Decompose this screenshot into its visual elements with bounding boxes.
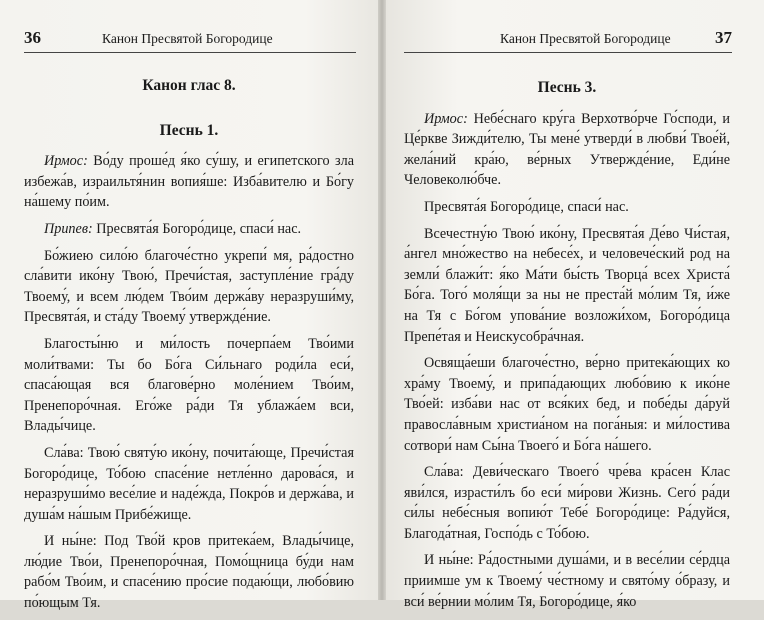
paragraph-text: Сла́ва: Твою́ святу́ю ико́ну, почита́юще, Пречи́стая Богоро́дице, То́бою спасе́ние нетле́нно дарова́ся, и неразруши́мо весе́лие и наде́жда, Покро́в и держа́ва, и душа́м на́шым Прибе́жище. [24,444,354,523]
troparion-paragraph [404,224,730,348]
paragraph-text: Во́ду проше́д я́ко су́шу, и египетского зла избежа́в, израильтя́нин вопия́ше: Изба́вителю и Бо́гу на́шему по́им. [24,153,354,211]
paragraph-text: И ны́не: Ра́достными душа́ми, и в весе́лии се́рдца приимше ум к Твоему́ че́стному и свято́му о́бразу, и вси́ ве́рнии мо́лим Тя, Богоро́дице, я́ко [404,552,730,610]
paragraph-text: Всечестну́ю Твою́ ико́ну, Пресвята́я Де́во Чи́стая, а́нгел мно́жество на небесе́х, и человече́ский род на земли́ блажи́т: я́ко Ма́ти бы́сть Творца́ всех Христа́ Бо́га. Того́ моля́щи за ны не преста́й мо́лим Тя, и́же на Тя с Бо́гом упова́ние возложи́хом, Богоро́дица Препе́тая и Неискусобра́чная. [404,225,730,345]
paragraph-text: Освяща́еши благоче́стно, ве́рно притека́ющих ко хра́му Твоему́, и припа́дающих любо́вию к ико́не Тво́ей: изба́ви нас от вся́ких бед, и побе́ды да́руй правосла́вным христиа́ном на пога́ныя: и ми́лостива сотвори́ нам Сы́на Твоего́ и Бо́га на́шего. [404,355,730,454]
paragraph-text: И ны́не: Под Тво́й кров притека́ем, Влады́чице, лю́дие Тво́и, Пренепоро́чная, Помо́щница бу́ди нам рабо́м Тво́им, и спасе́нию про́сие подаю́щи, любо́вию по́ющым Тя. [24,533,354,612]
right-content [404,66,730,618]
irmos-paragraph [404,109,730,191]
troparion-paragraph [24,334,354,437]
right-header [382,30,764,54]
paragraph-text: Небе́снаго кру́га Верхотво́рче Го́споди, и Це́ркве Зижди́телю, Ты мене́ утверди́ в любви́ Твое́й, жела́ний кра́ю, ве́рных Утвержде́ние, Еди́не Человеколю́бче. [404,110,730,189]
paragraph-text: Сла́ва: Деви́ческаго Твоего́ чре́ва кра́сен Клас яви́лся, израсти́лъ бо еси́ ми́рови Жизнь. Сего́ ра́ди си́лы небе́сныя вопию́т Тебе́ Богоро́дице: Ра́дуйся, Благода́тная, Госпо́дь с То́бою. [404,464,730,542]
paragraph-text: Благосты́ню и ми́лость почерпа́ем Тво́ими моли́твами: Ты бо Бо́га Си́льнаго роди́ла еси́, спаса́ющая вся благове́рно моле́нием Тво́им, Пренепоро́чная. Его́же ра́ди Тя ублажа́ем вси, Влады́чице. [24,335,354,435]
irmos-paragraph [24,151,354,213]
refrain-paragraph [24,219,354,240]
left-content [24,64,354,620]
book-gutter [378,0,386,600]
refrain-paragraph [404,197,730,218]
right-header-rule [404,52,732,53]
glory-paragraph [404,462,730,544]
now-paragraph [404,550,730,612]
canon-heading: Канон глас 8. [142,77,236,94]
left-page-number: 36 [24,28,41,47]
irmos-label: Ирмос: [44,153,88,170]
paragraph-text: Пресвята́я Богоро́дице, спаси́ нас. [424,198,629,215]
troparion-paragraph [24,246,354,328]
left-page [0,0,382,612]
troparion-paragraph [404,353,730,456]
paragraph-text: Пресвята́я Богоро́дице, спаси́ нас. [92,220,302,237]
left-header [0,30,382,54]
irmos-label: Ирмос: [424,110,468,127]
glory-paragraph [24,443,354,525]
left-running-title: Канон Пресвятой Богородице [102,31,273,46]
song-3-heading: Песнь 3. [537,79,597,96]
song-1-heading: Песнь 1. [159,121,219,139]
paragraph-text: Бо́жиею сило́ю благоче́стно укрепи́ мя, ра́достно сла́вити ико́ну Твою́, Пречи́стая, заступле́ние гра́ду Твоему́, и всем лю́дем Тво́им держа́ву неразруши́му, Пресвята́я, и ста́ду Твоему́ утвержде́ние. [24,247,354,326]
right-running-title: Канон Пресвятой Богородице [500,31,671,46]
right-page-number: 37 [715,28,732,47]
now-paragraph [24,531,354,613]
right-page [382,0,764,610]
left-header-rule [24,52,356,53]
refrain-label: Припев: [44,220,93,237]
